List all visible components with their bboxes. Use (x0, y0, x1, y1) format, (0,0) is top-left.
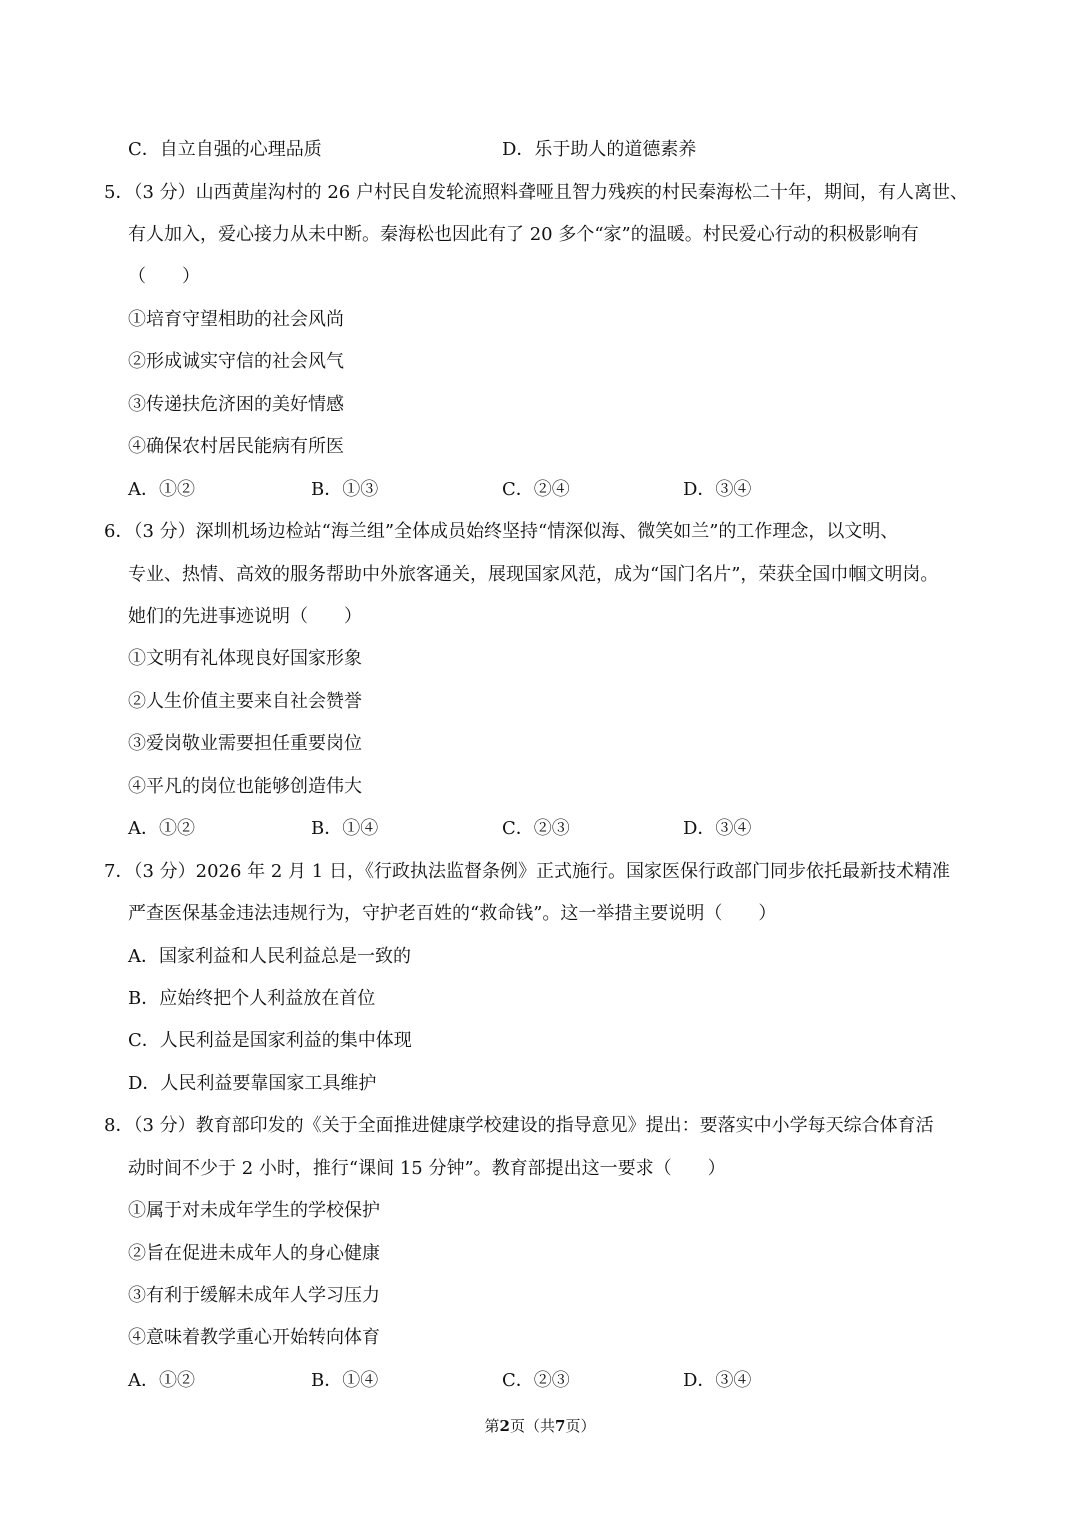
q5-options (128, 478, 968, 502)
q5-statement-3: ③传递扶危济困的美好情感 (128, 394, 344, 415)
current-page-number: 2 (499, 1417, 510, 1435)
q4-option-d: D．乐于助人的道德素养 (502, 139, 697, 160)
q7-stem-line-2: 严查医保基金违法违规行为，守护老百姓的“救命钱”。这一举措主要说明（ ） (128, 903, 777, 924)
q8-statement-1: ①属于对未成年学生的学校保护 (128, 1200, 380, 1221)
q8-statement-3: ③有利于缓解未成年人学习压力 (128, 1285, 380, 1306)
q8-option-a: A．①② (128, 1370, 195, 1391)
q6-option-d: D．③④ (683, 818, 752, 839)
footer-middle: 页（共 (509, 1417, 555, 1435)
q6-stem-line-1: 6．（3 分）深圳机场边检站“海兰组”全体成员始终坚持“情深似海、微笑如兰”的工作理念，以文明、 (104, 521, 899, 542)
q6-option-a: A．①② (128, 818, 195, 839)
q8-statement-4: ④意味着教学重心开始转向体育 (128, 1327, 380, 1348)
q5-option-b: B．①③ (311, 479, 379, 500)
total-page-number: 7 (555, 1417, 566, 1435)
q8-stem-line-1: 8．（3 分）教育部印发的《关于全面推进健康学校建设的指导意见》提出：要落实中小学每天综合体育活 (104, 1115, 934, 1136)
q6-statement-3: ③爱岗敬业需要担任重要岗位 (128, 733, 362, 754)
q5-option-c: C．②④ (502, 479, 570, 500)
q8-option-d: D．③④ (683, 1370, 752, 1391)
q8-stem-line-2: 动时间不少于 2 小时，推行“课间 15 分钟”。教育部提出这一要求（ ） (128, 1158, 726, 1179)
q5-statement-2: ②形成诚实守信的社会风气 (128, 351, 344, 372)
q6-options (128, 817, 968, 841)
q6-stem-line-3: 她们的先进事迹说明（ ） (128, 606, 362, 627)
footer-prefix: 第 (484, 1417, 500, 1435)
q5-answer-blank: （ ） (128, 266, 200, 287)
q7-option-c: C．人民利益是国家利益的集中体现 (128, 1030, 412, 1051)
q6-statement-4: ④平凡的岗位也能够创造伟大 (128, 776, 362, 797)
page-footer (0, 1416, 1080, 1436)
q7-option-a: A．国家利益和人民利益总是一致的 (128, 946, 411, 967)
q8-options (128, 1369, 968, 1393)
footer-suffix: 页） (565, 1417, 596, 1435)
q8-statement-2: ②旨在促进未成年人的身心健康 (128, 1243, 380, 1264)
q6-option-c: C．②③ (502, 818, 570, 839)
q6-stem-line-2: 专业、热情、高效的服务帮助中外旅客通关，展现国家风范，成为“国门名片”，荣获全国巾帼文明岗。 (128, 564, 939, 585)
q8-option-c: C．②③ (502, 1370, 570, 1391)
q5-stem-line-1: 5．（3 分）山西黄崖沟村的 26 户村民自发轮流照料聋哑且智力残疾的村民秦海松二十年，期间，有人离世、 (104, 182, 968, 203)
q5-option-a: A．①② (128, 479, 195, 500)
q6-option-b: B．①④ (311, 818, 379, 839)
q4-option-c: C．自立自强的心理品质 (128, 139, 322, 160)
q7-stem-line-1: 7．（3 分）2026 年 2 月 1 日，《行政执法监督条例》正式施行。国家医保行政部门同步依托最新技术精准 (104, 861, 950, 882)
q5-stem-line-2: 有人加入，爱心接力从未中断。秦海松也因此有了 20 多个“家”的温暖。村民爱心行动的积极影响有 (128, 224, 919, 245)
q5-statement-1: ①培育守望相助的社会风尚 (128, 309, 344, 330)
q7-option-b: B．应始终把个人利益放在首位 (128, 988, 376, 1009)
q6-statement-1: ①文明有礼体现良好国家形象 (128, 648, 362, 669)
q7-option-d: D．人民利益要靠国家工具维护 (128, 1073, 377, 1094)
q8-option-b: B．①④ (311, 1370, 379, 1391)
q6-statement-2: ②人生价值主要来自社会赞誉 (128, 691, 362, 712)
q5-option-d: D．③④ (683, 479, 752, 500)
q5-statement-4: ④确保农村居民能病有所医 (128, 436, 344, 457)
